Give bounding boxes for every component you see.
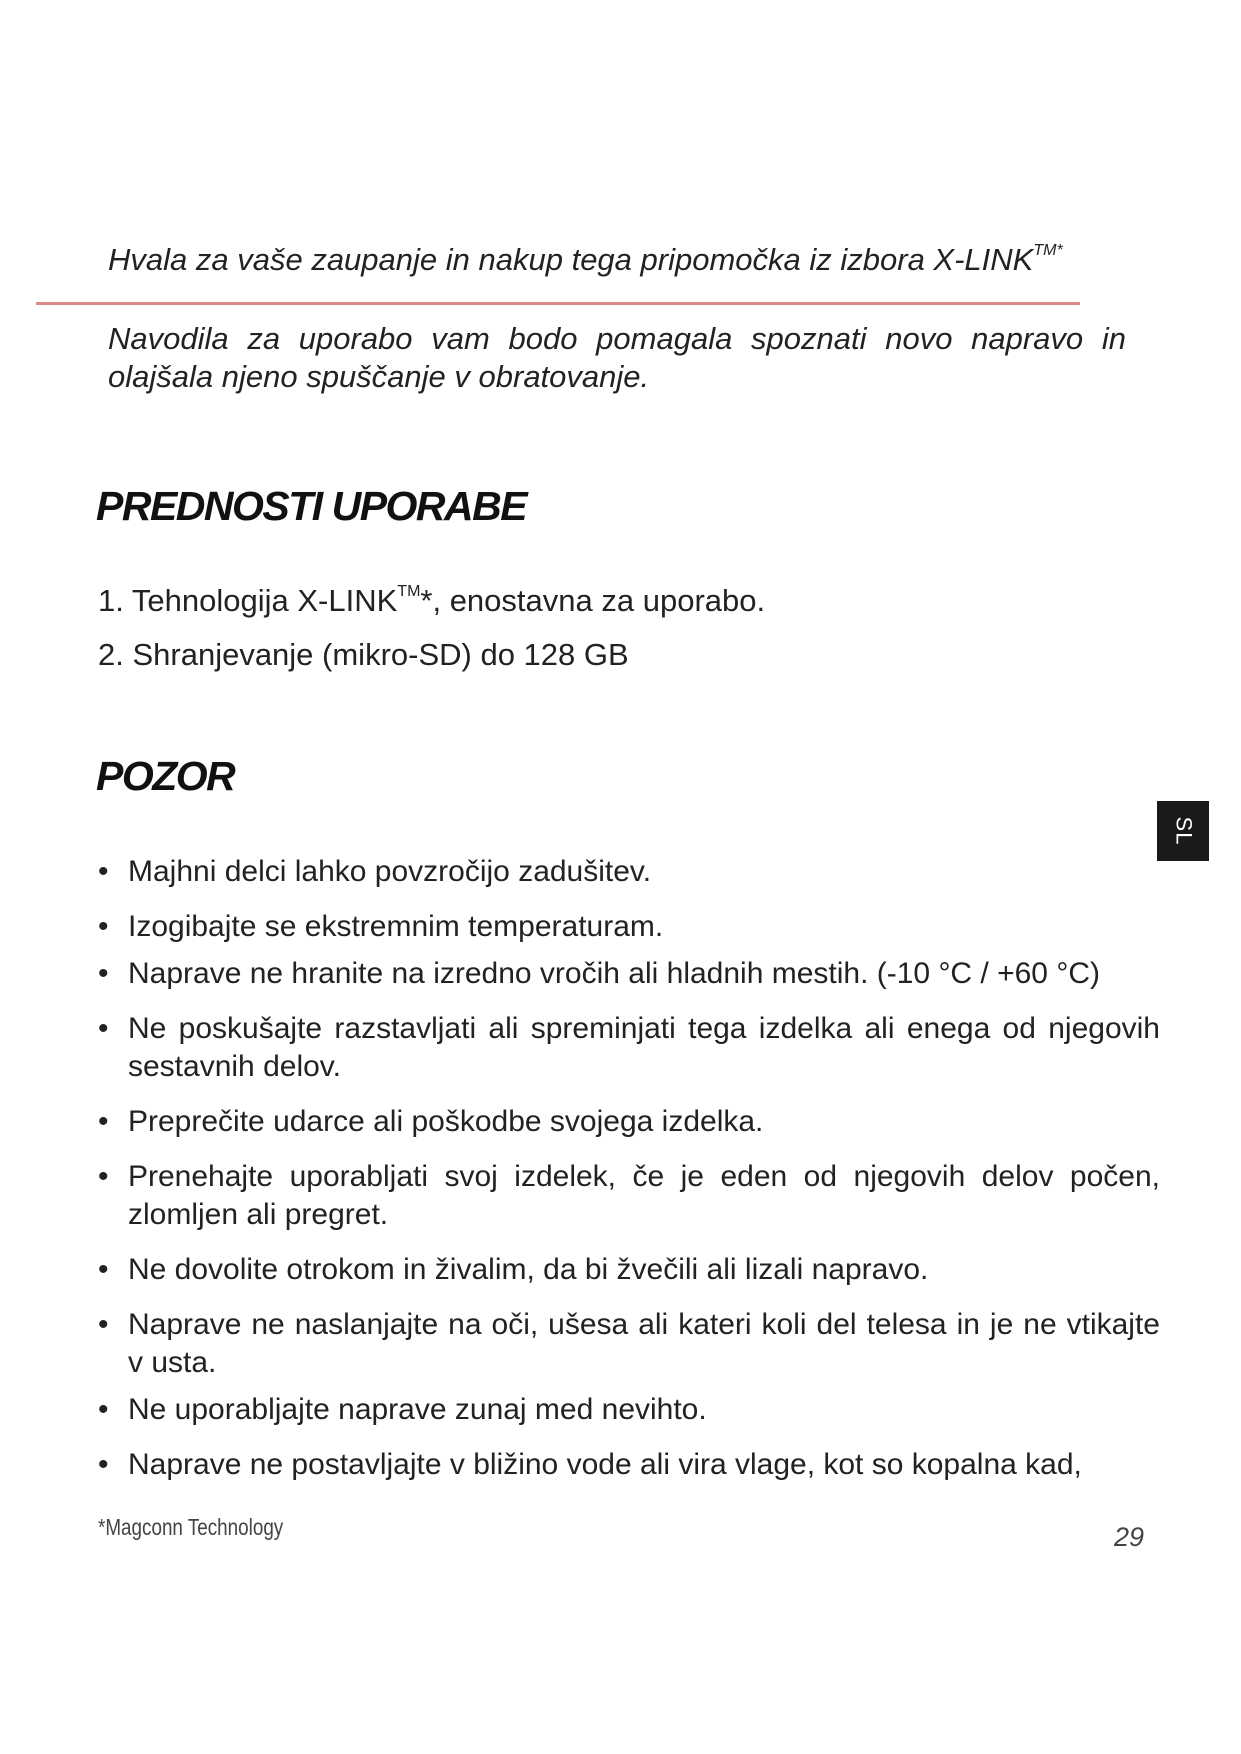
bullet: •: [98, 1012, 109, 1045]
warning-item: [98, 1446, 1160, 1484]
bullet: •: [98, 1105, 109, 1138]
advantage-item-2: 2. Shranjevanje (mikro-SD) do 128 GB: [98, 637, 629, 672]
intro-divider: [36, 302, 1080, 305]
advantage-item-1-tm: TM: [397, 582, 421, 600]
warning-title: POZOR: [96, 753, 235, 799]
advantage-item-1-suffix: *, enostavna za uporabo.: [420, 583, 766, 618]
language-tab: [1157, 801, 1209, 861]
warning-item-text: Naprave ne hranite na izredno vročih ali hladnih mestih. (-10 °C / +60 °C): [128, 957, 1100, 990]
warning-item: [98, 955, 1160, 993]
bullet: •: [98, 1160, 109, 1193]
trademark-star: *: [1056, 241, 1063, 259]
intro-manual-text: Navodila za uporabo vam bodo pomagala spoznati novo napravo in olajšala njeno spuščanje v obratovanje.: [108, 321, 1126, 394]
warning-item-text: Izogibajte se ekstremnim temperaturam.: [128, 910, 664, 943]
warning-item: [98, 1010, 1160, 1086]
warning-item-text: Ne uporabljajte naprave zunaj med nevihto.: [128, 1393, 707, 1426]
warning-item-text: Naprave ne naslanjajte na oči, ušesa ali kateri koli del telesa in je ne vtikajte v usta.: [128, 1308, 1160, 1379]
warning-item-text: Ne poskušajte razstavljati ali spreminjati tega izdelka ali enega od njegovih sestavnih delov.: [128, 1012, 1160, 1083]
warning-list: [98, 853, 1160, 1501]
warning-item: [98, 1103, 1160, 1141]
language-tab-label: SL: [1170, 816, 1196, 846]
bullet: •: [98, 1448, 109, 1481]
warning-item: [98, 908, 1160, 946]
warning-item-text: Preprečite udarce ali poškodbe svojega izdelka.: [128, 1105, 764, 1138]
bullet: •: [98, 1393, 109, 1426]
warning-item: [98, 1251, 1160, 1289]
warning-item-text: Prenehajte uporabljati svoj izdelek, če je eden od njegovih delov počen, zlomljen ali pregret.: [128, 1160, 1160, 1231]
warning-item-text: Majhni delci lahko povzročijo zadušitev.: [128, 855, 652, 888]
footnote: *Magconn Technology: [98, 1514, 284, 1540]
page-number: 29: [1114, 1522, 1145, 1552]
intro-thanks: [108, 242, 1063, 278]
warning-item: [98, 1391, 1160, 1429]
advantage-item-1: [98, 583, 765, 619]
intro-thanks-text: Hvala za vaše zaupanje in nakup tega pripomočka iz izbora X-LINK: [108, 242, 1034, 277]
bullet: •: [98, 1308, 109, 1341]
trademark-mark: TM: [1033, 241, 1057, 259]
warning-item: [98, 1306, 1160, 1382]
bullet: •: [98, 855, 109, 888]
warning-item: [98, 1158, 1160, 1234]
bullet: •: [98, 910, 109, 943]
bullet: •: [98, 1253, 109, 1286]
advantage-item-1-prefix: 1. Tehnologija X-LINK: [98, 583, 398, 618]
advantages-title: PREDNOSTI UPORABE: [96, 483, 527, 529]
warning-item-text: Naprave ne postavljajte v bližino vode ali vira vlage, kot so kopalna kad,: [128, 1448, 1082, 1481]
warning-item-text: Ne dovolite otrokom in živalim, da bi žvečili ali lizali napravo.: [128, 1253, 929, 1286]
warning-item: [98, 853, 1160, 891]
bullet: •: [98, 957, 109, 990]
